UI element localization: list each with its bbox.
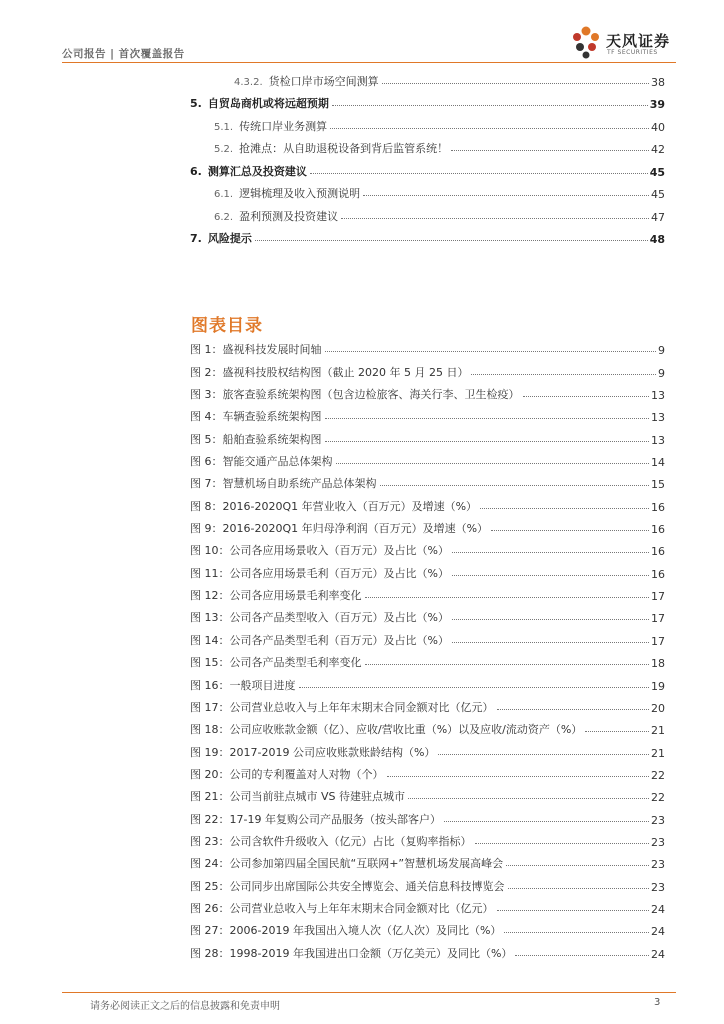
figure-entry[interactable] [190,938,665,960]
figure-entry[interactable] [190,760,665,782]
figure-entry-page: 24 [651,902,665,916]
toc-entry-number: 5. [190,97,202,110]
dot-leader [255,239,648,241]
dot-leader [325,441,650,442]
figure-entry-label: 图 6：智能交通产品总体架构 [190,455,333,469]
figure-entry[interactable] [190,491,665,513]
toc-entry-page: 48 [649,233,665,246]
figure-entry[interactable] [190,916,665,938]
figure-entry-page: 14 [651,456,665,470]
toc-entry-label [190,163,310,179]
toc-entry-number: 6.1. [214,189,234,200]
dot-leader [452,552,649,553]
header-rule [62,62,676,63]
toc-entry-number: 7. [190,232,202,245]
dot-leader [363,194,649,196]
figure-entry-label: 图 7：智慧机场自助系统产品总体架构 [190,477,377,491]
toc-entry-label [190,230,255,246]
toc-entry-label [214,208,341,224]
figure-entry-page: 13 [651,411,665,425]
figure-entry-page: 19 [651,679,665,693]
toc-entry-number: 4.3.2. [234,76,263,88]
figure-entry-page: 16 [651,545,665,559]
figure-entry[interactable] [190,581,665,603]
figure-entry-page: 24 [651,925,665,939]
figure-entry-page: 17 [651,612,665,626]
figure-entry-label: 图 16：一般项目进度 [190,678,296,692]
toc-entry[interactable] [190,89,665,112]
toc-entry-label [214,118,330,134]
figure-entry-label: 图 28：1998-2019 年我国进出口金额（万亿美元）及同比（%） [190,946,513,960]
dot-leader [585,731,649,732]
figure-entry[interactable] [190,693,665,715]
dot-leader [332,104,648,106]
figure-entry-label: 图 20：公司的专利覆盖对人对物（个） [190,767,384,781]
figure-entry[interactable] [190,804,665,826]
dot-leader [452,642,649,643]
dot-leader [480,508,649,509]
report-type-breadcrumb: 公司报告 | 首次覆盖报告 [62,48,185,60]
dot-leader [504,932,649,933]
dot-leader [382,82,649,84]
figure-entry-page: 24 [651,947,665,961]
figure-entry-page: 18 [651,657,665,671]
figures-index [190,335,665,961]
dot-leader [452,575,649,576]
figure-entry[interactable] [190,536,665,558]
toc-entry-page: 45 [649,165,665,179]
figure-entry-page: 16 [651,523,665,537]
figure-entry-label: 图 4：车辆查验系统架构图 [190,410,322,424]
figure-entry-label: 图 13：公司各产品类型收入（百万元）及占比（%） [190,611,449,625]
figure-entry[interactable] [190,894,665,916]
figure-entry-label: 图 1：盛视科技发展时间轴 [190,343,322,357]
toc-entry-title: 盈利预测及投资建议 [239,209,339,223]
dot-leader [438,754,649,755]
figure-entry[interactable] [190,603,665,625]
toc-entry-page: 40 [651,120,665,134]
figure-entry-label: 图 25：公司同步出席国际公共安全博览会、通关信息科技博览会 [190,879,505,893]
toc-entry-page: 38 [651,75,665,89]
flower-logo-icon [566,22,606,62]
logo-name: 天风证券 [606,32,671,50]
figure-entry[interactable] [190,447,665,469]
toc-entry[interactable] [190,179,665,202]
figure-entry[interactable] [190,782,665,804]
figure-entry-page: 20 [651,701,665,715]
logo-subtitle: TF SECURITIES [607,49,658,56]
toc-entry-title: 逻辑梳理及收入预测说明 [239,187,361,200]
figure-entry-label: 图 23：公司含软件升级收入（亿元）占比（复购率指标） [190,834,472,848]
figure-entry-page: 17 [651,634,665,648]
figure-entry[interactable] [190,827,665,849]
toc-entry[interactable] [190,201,665,224]
figure-entry-label: 图 27：2006-2019 年我国出入境人次（亿人次）及同比（%） [190,924,502,938]
dot-leader [387,776,650,777]
figure-entry-label: 图 2：盛视科技股权结构图（截止 2020 年 5 月 25 日） [190,365,469,379]
dot-leader [471,374,656,375]
figure-entry-page: 13 [651,389,665,403]
toc-entry[interactable] [190,156,665,179]
figure-entry-label: 图 22：17-19 年复购公司产品服务（按头部客户） [190,812,441,826]
figure-entry-page: 23 [651,858,665,872]
toc-entry-page: 39 [649,98,665,111]
figure-entry[interactable] [190,402,665,424]
figure-entry[interactable] [190,670,665,692]
tf-securities-logo [566,22,676,62]
footer-rule [62,992,676,993]
figure-entry[interactable] [190,648,665,670]
toc-entry-title: 测算汇总及投资建议 [207,164,307,178]
figure-entry-page: 23 [651,813,665,827]
toc-entry-title: 传统口岸业务测算 [239,119,328,133]
figure-entry-page: 16 [651,500,665,514]
dot-leader [508,888,650,889]
dot-leader [336,463,650,464]
figure-entry-page: 23 [651,835,665,849]
dot-leader [365,597,650,598]
figure-entry-label: 图 26：公司营业总收入与上年年末期末合同金额对比（亿元） [190,901,494,915]
dot-leader [325,351,657,352]
toc-entry-label [190,95,332,111]
toc-entry[interactable] [190,66,665,89]
figures-index-title: 图表目录 [191,316,263,336]
figure-entry[interactable] [190,469,665,491]
footer-disclaimer: 请务必阅读正文之后的信息披露和免责申明 [90,1001,280,1012]
figure-entry[interactable] [190,715,665,737]
toc-entry-label [234,73,382,89]
figure-entry[interactable] [190,514,665,536]
dot-leader [491,530,649,531]
figure-entry-label: 图 15：公司各产品类型毛利率变化 [190,656,362,670]
figure-entry[interactable] [190,625,665,647]
table-of-contents [190,66,665,246]
dot-leader [408,798,649,799]
figure-entry-label: 图 3：旅客查验系统架构图（包含边检旅客、海关行李、卫生检疫） [190,388,520,402]
figure-entry[interactable] [190,335,665,357]
toc-entry-title: 自贸岛商机或将远超预期 [207,97,329,110]
figure-entry-page: 21 [651,724,665,738]
toc-entry-title: 货检口岸市场空间测算 [268,74,379,88]
figure-entry[interactable] [190,380,665,402]
dot-leader [523,396,650,397]
toc-entry-label [214,185,363,201]
toc-entry-label [214,140,451,156]
dot-leader [310,172,648,174]
toc-entry-title: 风险提示 [207,232,252,245]
toc-entry-number: 5.1. [214,121,234,133]
figure-entry-label: 图 17：公司营业总收入与上年年末期末合同金额对比（亿元） [190,700,494,714]
toc-entry-number: 6. [190,164,202,178]
toc-entry[interactable] [190,134,665,157]
dot-leader [299,687,650,688]
dot-leader [365,664,650,665]
figure-entry[interactable] [190,558,665,580]
dot-leader [330,127,649,129]
figure-entry-label: 图 19：2017-2019 公司应收账款账龄结构（%） [190,745,436,759]
toc-entry-page: 47 [651,210,665,224]
dot-leader [497,910,650,911]
figure-entry[interactable] [190,357,665,379]
dot-leader [452,619,649,620]
figure-entry-label: 图 14：公司各产品类型毛利（百万元）及占比（%） [190,633,449,647]
figure-entry-page: 13 [651,433,665,447]
dot-leader [451,149,649,151]
figure-entry-page: 22 [651,768,665,782]
figure-entry-page: 15 [651,478,665,492]
figure-entry-label: 图 12：公司各应用场景毛利率变化 [190,589,362,603]
dot-leader [325,418,650,419]
dot-leader [341,217,649,219]
dot-leader [475,843,650,844]
toc-entry[interactable] [190,224,665,247]
figure-entry-label: 图 21：公司当前驻点城市 VS 待建驻点城市 [190,790,405,804]
figure-entry-page: 17 [651,590,665,604]
figure-entry[interactable] [190,424,665,446]
dot-leader [515,955,649,956]
page-number: 3 [654,997,661,1008]
toc-entry-page: 45 [651,188,665,201]
figure-entry-page: 21 [651,746,665,760]
toc-entry-number: 6.2. [214,211,234,223]
figure-entry-page: 9 [658,366,665,380]
toc-entry[interactable] [190,111,665,134]
figure-entry-page: 22 [651,791,665,805]
figure-entry-label: 图 24：公司参加第四届全国民航“互联网+”智慧机场发展高峰会 [190,857,504,871]
figure-entry-page: 16 [651,567,665,581]
figure-entry-label: 图 11：公司各应用场景毛利（百万元）及占比（%） [190,566,449,580]
figure-entry-label: 图 8：2016-2020Q1 年营业收入（百万元）及增速（%） [190,499,478,513]
figure-entry-label: 图 5：船舶查验系统架构图 [190,432,322,446]
dot-leader [444,821,649,822]
toc-entry-page: 42 [651,143,665,156]
dot-leader [506,865,649,866]
figure-entry-label: 图 9：2016-2020Q1 年归母净利润（百万元）及增速（%） [190,522,489,536]
figure-entry-page: 9 [658,344,665,358]
figure-entry-label: 图 18：公司应收账款金额（亿）、应收/营收比重（%）以及应收/流动资产（%） [190,723,583,737]
figure-entry[interactable] [190,849,665,871]
dot-leader [380,485,650,486]
toc-entry-number: 5.2. [214,144,234,155]
figure-entry[interactable] [190,737,665,759]
figure-entry[interactable] [190,871,665,893]
dot-leader [497,709,650,710]
figure-entry-page: 23 [651,880,665,894]
figure-entry-label: 图 10：公司各应用场景收入（百万元）及占比（%） [190,544,449,558]
toc-entry-title: 抢滩点：从自助退税设备到背后监管系统！ [239,142,449,155]
